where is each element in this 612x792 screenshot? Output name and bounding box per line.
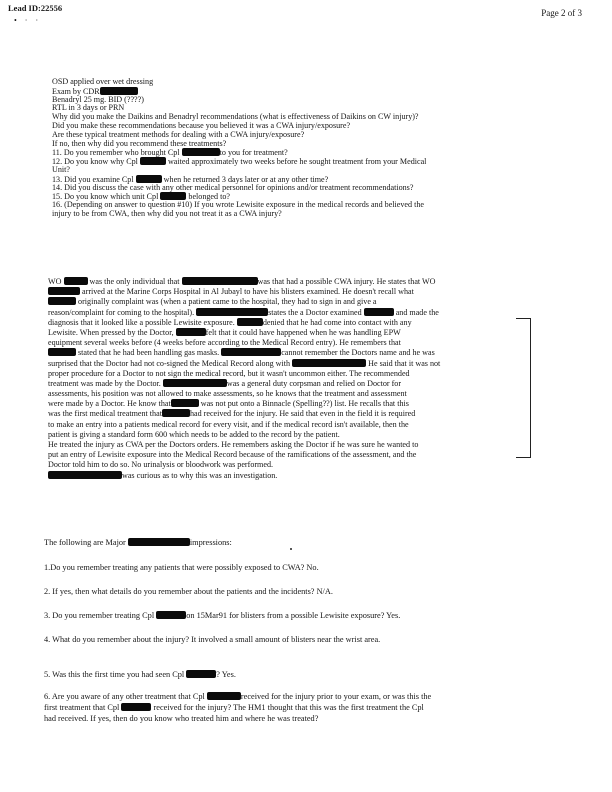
q16-cont: injury to be from CWA, then why did you not treat it as a CWA injury?: [52, 208, 282, 218]
impression-q3: 3. Do you remember treating Cpl on 15Mar91 for blisters from a possible Lewisite exposure? Yes.: [44, 611, 401, 620]
redaction-bar: [182, 277, 258, 285]
redaction-bar: [136, 175, 162, 183]
redaction-bar: [182, 148, 220, 156]
impression-q6-cont: first treatment that Cpl received for the injury? The HM1 thought that this was the first treatment the Cpl: [44, 703, 424, 712]
redaction-bar: [162, 409, 190, 417]
impression-q6: 6. Are you aware of any other treatment that Cpl received for the injury prior to your exam, or was this the: [44, 692, 432, 701]
narrative-line: put an entry of Lewisite exposure into the Medical Record because of the ramifications of the assessment, and the: [48, 450, 417, 460]
q11: 11. Do you remember who brought Cpl to you for treatment?: [52, 148, 288, 158]
redaction-bar: [64, 277, 88, 285]
narrative-paragraph: [48, 277, 440, 481]
impressions-intro: The following are Major impressions:: [44, 538, 232, 547]
narrative-line: Doctor told him to do so. No urinalysis or bloodwork was performed.: [48, 460, 274, 470]
narrative-line: was curious as to why this was an investigation.: [48, 471, 440, 481]
redaction-bar: [221, 348, 281, 356]
q16: 16. (Depending on answer to question #10) If you wrote Lewisite exposure in the medical records and believed the: [52, 200, 424, 210]
redaction-bar: [48, 348, 76, 356]
rec-rtl: RTL in 3 days or PRN: [52, 103, 125, 113]
redaction-bar: [237, 318, 263, 326]
q12: 12. Do you know why Cpl waited approximately two weeks before he sought treatment from your Medical: [52, 157, 427, 167]
narrative-line: proper procedure for a Doctor to not sign the medical record, but it wasn't uncommon either. The recommended: [48, 368, 410, 378]
redaction-bar: [171, 399, 199, 407]
narrative-line: arrived at the Marine Corps Hospital in Al Jubayl to have his blisters examined. He doesn't recall what: [48, 287, 440, 297]
q-typical: Are these typical treatment methods for dealing with a CWA injury/exposure?: [52, 129, 305, 139]
redaction-bar: [48, 287, 80, 295]
redaction-bar: [196, 308, 268, 316]
header-marks: • · ·: [14, 16, 42, 25]
rec-benadryl: Benadryl 25 mg. BID (????): [52, 94, 144, 104]
redaction-bar: [160, 192, 186, 200]
impression-q2: 2. If yes, then what details do you remember about the patients and the incidents? N/A.: [44, 587, 333, 596]
redaction-bar: [207, 692, 241, 700]
q-if-no: If no, then why did you recommend these treatments?: [52, 138, 227, 148]
impression-q6-end: had received. If yes, then do you know who treated him and where he was treated?: [44, 714, 319, 723]
redaction-bar: [176, 328, 206, 336]
margin-bracket: [516, 318, 531, 458]
q14: 14. Did you discuss the case with any other medical personnel for opinions and/or treatment recommendations?: [52, 182, 414, 192]
redaction-bar: [128, 538, 190, 546]
narrative-line: to make an entry into a patients medical record for every visit, and if the medical record isn't available, then the: [48, 419, 409, 429]
narrative-line: were made by a Doctor. He know that was not put onto a Binnacle (Spelling??) list. He recalls that this: [48, 399, 409, 409]
q13: 13. Did you examine Cpl when he returned 3 days later or at any other time?: [52, 174, 329, 184]
narrative-line: diagnosis that it looked like a possible Lewisite exposure. denied that he had come into contact with any: [48, 317, 412, 327]
redaction-bar: [364, 308, 394, 316]
narrative-line: originally complaint was (when a patient came to the hospital, they had to sign in and give a: [48, 297, 440, 307]
rec-exam: Exam by CDR: [52, 87, 426, 96]
narrative-line: WO was the only individual that was that had a possible CWA injury. He states that WO: [48, 277, 436, 286]
narrative-line: assessments, his position was not allowed to make assessments, so he knows that the treatment and assessment: [48, 389, 407, 399]
stray-mark: [290, 548, 292, 550]
redaction-bar: [186, 670, 216, 678]
narrative-line: treatment was made by the Doctor. was a general duty corpsman and relied on Doctor for: [48, 378, 402, 388]
redaction-bar: [48, 297, 76, 305]
q-why-daikins: Why did you make the Daikins and Benadryl recommendations (what is effectiveness of Daikins on CW injury)?: [52, 112, 419, 122]
redaction-bar: [121, 703, 151, 711]
redaction-bar: [100, 87, 138, 95]
q12-cont: Unit?: [52, 164, 70, 174]
narrative-line: patient is giving a standard form 600 which needs to be added to the record by the patient.: [48, 429, 340, 439]
rec-osd: OSD applied over wet dressing: [52, 77, 154, 86]
redaction-bar: [292, 359, 366, 367]
impression-q5: 5. Was this the first time you had seen Cpl ? Yes.: [44, 670, 236, 679]
narrative-line: surprised that the Doctor had not co-signed the Medical Record along with He said that it was not: [48, 358, 441, 368]
redaction-bar: [140, 157, 166, 165]
narrative-line: reason/complaint for coming to the hospital). states the a Doctor examined and made the: [48, 307, 439, 317]
q-cwa-belief: Did you make these recommendations because you believed it was a CWA injury/exposure?: [52, 120, 351, 130]
lead-id: Lead ID:22556: [8, 3, 63, 13]
narrative-line: He treated the injury as CWA per the Doctors orders. He remembers asking the Doctor if he was sure he wanted to: [48, 440, 419, 449]
impression-q4: 4. What do you remember about the injury? It involved a small amount of blisters near the wrist area.: [44, 635, 381, 644]
q15: 15. Do you know which unit Cpl belonged to?: [52, 192, 230, 202]
narrative-line: Lewisite. When pressed by the Doctor, felt that it could have happened when he was handling EPW: [48, 327, 401, 337]
redaction-bar: [163, 379, 227, 387]
page-number: Page 2 of 3: [541, 8, 582, 18]
redaction-bar: [48, 471, 122, 479]
redaction-bar: [156, 611, 186, 619]
impression-q1: 1.Do you remember treating any patients that were possibly exposed to CWA? No.: [44, 563, 319, 572]
narrative-line: was the first medical treatment that had received for the injury. He said that even in the field it is required: [48, 409, 416, 419]
recommendations-block: [52, 78, 426, 219]
narrative-line: equipment several weeks before (4 weeks before according to the Medical Record entry). He remembers that: [48, 338, 401, 348]
narrative-line: stated that he had been handling gas masks. cannot remember the Doctors name and he was: [48, 348, 440, 358]
